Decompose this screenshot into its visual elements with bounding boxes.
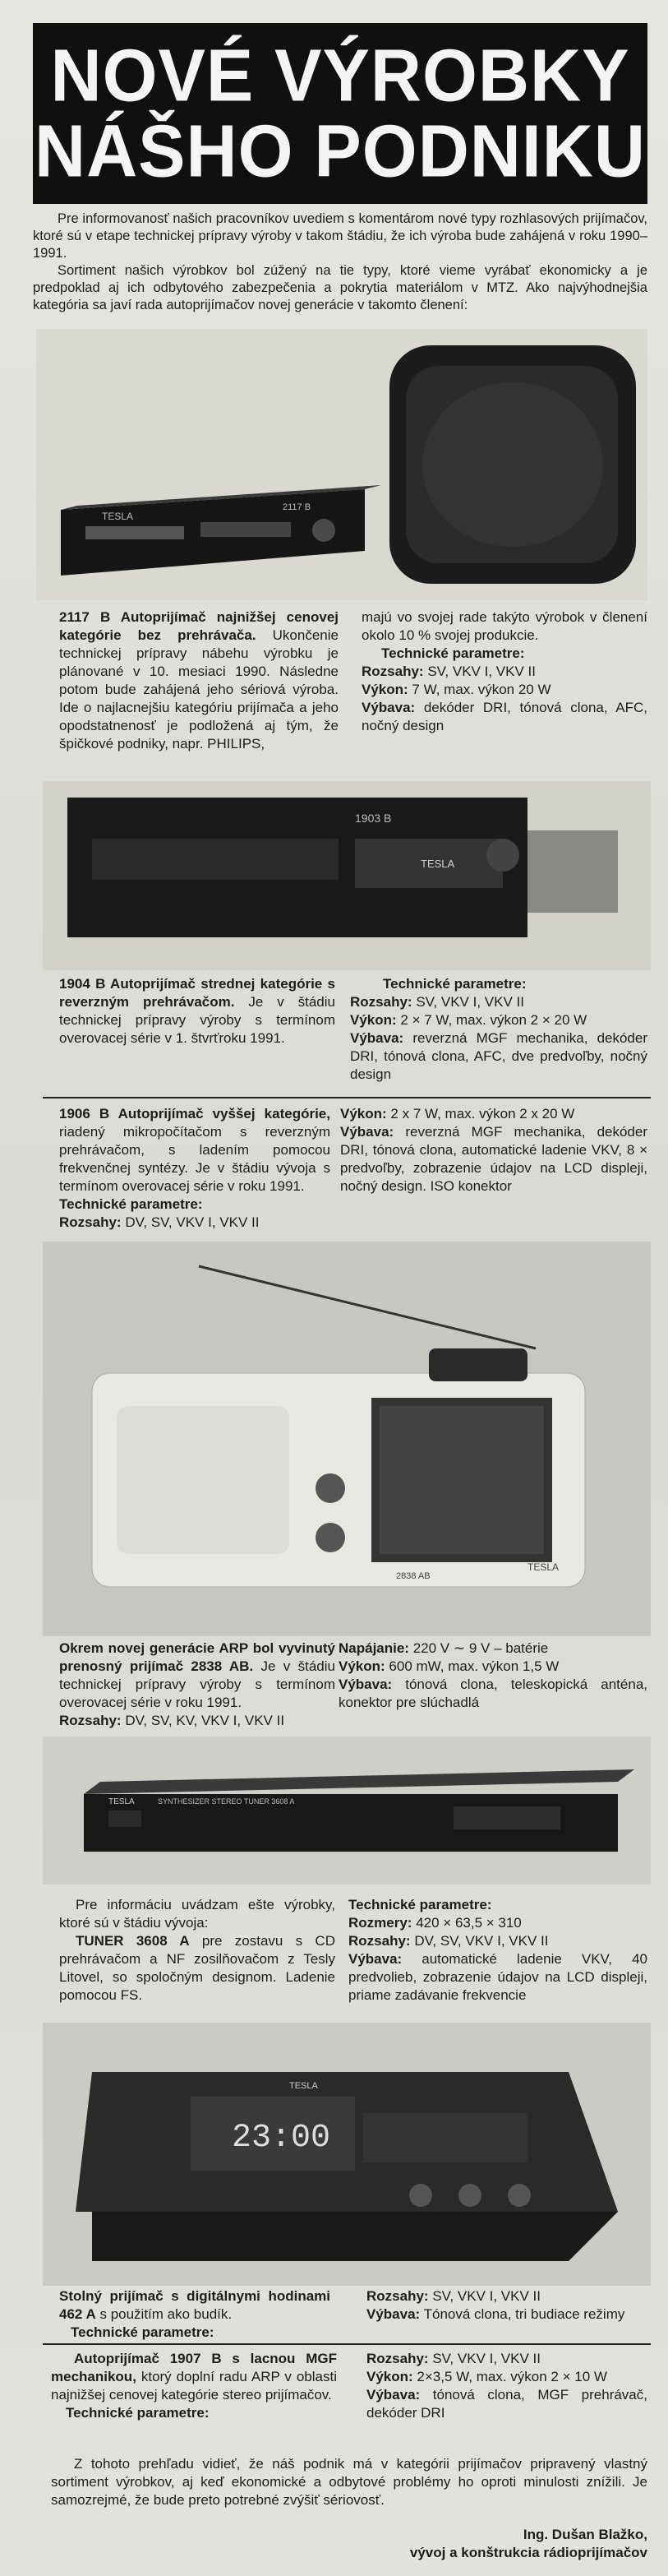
vykon-label-2838ab: Výkon:	[339, 1658, 385, 1674]
photo-3608a-brand: TESLA	[108, 1797, 135, 1806]
divider-1	[43, 1097, 651, 1098]
section-3608a-right	[348, 1896, 647, 2005]
photo-462a-clock: 23:00	[232, 2120, 331, 2157]
photo-2117b-model: 2117 B	[283, 502, 311, 512]
vybava-label-1907b: Výbava:	[366, 2387, 421, 2403]
vykon-2117b: 7 W, max. výkon 20 W	[412, 682, 551, 697]
vykon-label-1904b: Výkon:	[350, 1012, 397, 1028]
vykon-label-1906b: Výkon:	[340, 1106, 387, 1122]
text-1904b: Je v štádiu technickej prípravy výroby s termínom overovacej série v 1. štvrťroku 1991.	[59, 994, 335, 1046]
params-label-1907b: Technické parametre:	[66, 2405, 210, 2421]
params-label-3608a: Technické parametre:	[348, 1897, 492, 1912]
photo-1904b-image	[43, 781, 651, 970]
napajanie-2838ab: 220 V ∼ 9 V – batérie	[412, 1640, 549, 1656]
photo-2838ab	[43, 1242, 651, 1636]
vykon-1904b: 2 × 7 W, max. výkon 2 × 20 W	[400, 1012, 587, 1028]
title-1904b: 1904 B Autoprijímač strednej kategórie s reverzným prehrávačom.	[59, 976, 335, 1010]
photo-462a-brand: TESLA	[289, 2081, 318, 2091]
text-2838ab: Je v štádiu technickej prípravy výroby s termínom overovacej série v roku 1991.	[59, 1658, 335, 1710]
section-1904b-left	[59, 975, 335, 1048]
section-2838ab-right	[339, 1639, 647, 1712]
params-label-462a: Technické parametre:	[71, 2324, 214, 2340]
photo-3608a	[43, 1737, 651, 1885]
photo-2838ab-model: 2838 AB	[396, 1571, 431, 1581]
title-2838ab: Okrem novej generácie ARP bol vyvinutý prenosný prijímač 2838 AB.	[59, 1640, 335, 1674]
photo-1904b	[43, 781, 651, 970]
rozsahy-label-1904b: Rozsahy:	[350, 994, 412, 1010]
photo-3608a-image	[43, 1737, 651, 1885]
title-462a: Stolný prijímač s digitálnymi hodinami 462 A	[59, 2288, 330, 2322]
vykon-label-1907b: Výkon:	[366, 2369, 413, 2384]
rozsahy-label-1906b: Rozsahy:	[59, 1214, 122, 1230]
vybava-label-1906b: Výbava:	[340, 1124, 394, 1140]
vykon-2838ab: 600 mW, max. výkon 1,5 W	[389, 1658, 560, 1674]
intro-paragraph-2: Sortiment našich výrobkov bol zúžený na tie typy, ktoré vieme vyrábať ekonomicky a je predpoklad aj ich odbytového zabezpečenia a pokrytia materiálom v MTZ. Ako najvýhodnejšia kategória sa javí rada autoprijímačov novej generácie v takomto členení:	[33, 263, 647, 312]
intro-text	[33, 210, 647, 314]
headline-banner	[33, 23, 647, 204]
rozsahy-label-2117b: Rozsahy:	[362, 664, 424, 679]
vybava-label-1904b: Výbava:	[350, 1030, 404, 1046]
rozsahy-label-1907b: Rozsahy:	[366, 2351, 429, 2366]
rozsahy-label-462a: Rozsahy:	[366, 2288, 429, 2304]
vybava-3608a: automatické ladenie VKV, 40 predvolieb, zobrazenie údajov na LCD displeji, priame zadávanie frekvencie	[348, 1951, 647, 2003]
photo-2838ab-image	[43, 1242, 651, 1636]
photo-2117b	[36, 329, 647, 600]
rozsahy-2117b: SV, VKV I, VKV II	[427, 664, 536, 679]
photo-462a-image	[43, 2023, 651, 2286]
rozsahy-label-3608a: Rozsahy:	[348, 1933, 411, 1949]
section-462a-right	[366, 2287, 647, 2324]
photo-2117b-image	[36, 329, 647, 600]
title-3608a: TUNER 3608 A	[76, 1933, 190, 1949]
rozsahy-3608a: DV, SV, VKV I, VKV II	[414, 1933, 549, 1949]
vybava-1906b: reverzná MGF mechanika, dekóder DRI, tónová clona, automatické ladenie VKV, 8 × predvoľby, zobrazenie údajov na LCD displeji, nočný design. ISO konektor	[340, 1124, 647, 1194]
params-label-1906b: Technické parametre:	[59, 1196, 203, 1212]
vybava-462a: Tónová clona, tri budiace režimy	[423, 2306, 625, 2322]
vybava-label-462a: Výbava:	[366, 2306, 421, 2322]
vykon-label-2117b: Výkon:	[362, 682, 408, 697]
vykon-1907b: 2×3,5 W, max. výkon 2 × 10 W	[417, 2369, 607, 2384]
text-3608a: pre zostavu s CD prehrávačom a NF zosilňovačom z Tesly Litovel, so spoločným designom. Ladenie pomocou FS.	[59, 1933, 335, 2003]
section-3608a-left	[59, 1896, 335, 2005]
text-3608a-intro: Pre informáciu uvádzam ešte výrobky, ktoré sú v štádiu vývoja:	[59, 1897, 335, 1931]
divider-2	[43, 2343, 651, 2345]
vybava-label-3608a: Výbava:	[348, 1951, 403, 1967]
text-2117b-2: majú vo svojej rade takýto výrobok v členení okolo 10 % svojej produkcie.	[362, 609, 647, 643]
photo-2838ab-brand: TESLA	[527, 1561, 560, 1573]
rozsahy-1904b: SV, VKV I, VKV II	[416, 994, 524, 1010]
text-1906b: riadený mikropočítačom s reverzným prehrávačom, s ladením pomocou frekvenčnej syntézy. Je v štádiu vývoja s termínom overovacej série v roku 1991.	[59, 1124, 330, 1194]
section-1907b-left	[51, 2350, 337, 2422]
title-1907b: Autoprijímač 1907 B s lacnou MGF mechanikou,	[51, 2351, 337, 2384]
rozmery-label-3608a: Rozmery:	[348, 1915, 412, 1931]
vybava-2117b: dekóder DRI, tónová clona, AFC, nočný design	[362, 700, 647, 733]
photo-3608a-model: SYNTHESIZER STEREO TUNER 3608 A	[158, 1797, 295, 1806]
text-462a: s použitím ako budík.	[99, 2306, 233, 2322]
rozsahy-1906b: DV, SV, VKV I, VKV II	[125, 1214, 260, 1230]
author-name: Ing. Dušan Blažko,	[523, 2527, 647, 2542]
vybava-2838ab: tónová clona, teleskopická anténa, konektor pre slúchadlá	[339, 1676, 647, 1710]
section-2838ab-left	[59, 1639, 335, 1730]
rozsahy-1907b: SV, VKV I, VKV II	[432, 2351, 541, 2366]
section-1906b-left	[59, 1105, 330, 1232]
rozmery-3608a: 420 × 63,5 × 310	[416, 1915, 522, 1931]
photo-462a	[43, 2023, 651, 2286]
text-1907b: ktorý doplní radu ARP v oblasti najnižšej cenovej kategórie stereo prijímačov.	[51, 2369, 337, 2403]
section-2117b-left	[59, 608, 339, 753]
section-2117b-right	[362, 608, 647, 735]
signature	[329, 2526, 647, 2562]
vybava-label-2117b: Výbava:	[362, 700, 416, 715]
section-462a-left	[59, 2287, 330, 2342]
photo-1904b-brand: TESLA	[421, 858, 455, 870]
photo-2117b-brand: TESLA	[102, 511, 134, 522]
rozsahy-label-2838ab: Rozsahy:	[59, 1713, 122, 1728]
vybava-1907b: tónová clona, MGF prehrávač, dekóder DRI	[366, 2387, 647, 2421]
rozsahy-462a: SV, VKV I, VKV II	[432, 2288, 541, 2304]
section-1906b-right	[340, 1105, 647, 1196]
title-1906b: 1906 B Autoprijímač vyššej kategórie,	[59, 1106, 330, 1122]
vybava-label-2838ab: Výbava:	[339, 1676, 393, 1692]
headline-line-2: NÁŠHO PODNIKU	[34, 109, 647, 193]
photo-1904b-model: 1903 B	[355, 812, 392, 825]
text-2117b: Ukončenie technickej prípravy nábehu výrobku je plánované v 10. mesiaci 1990. Následne potom bude zahájená jeho sériová výroba. Ide o najlacnejšiu kategóriu prijímača a jeho opodstatnenosť je podložená aj tým, že špičkové podniky, napr. PHILIPS,	[59, 627, 339, 752]
vykon-1906b: 2 x 7 W, max. výkon 2 x 20 W	[390, 1106, 575, 1122]
params-label-1904b: Technické parametre:	[383, 976, 527, 992]
napajanie-label-2838ab: Napájanie:	[339, 1640, 409, 1656]
headline-line-1: NOVÉ VÝROBKY	[50, 34, 630, 118]
author-role: vývoj a konštrukcia rádioprijímačov	[409, 2545, 647, 2560]
vybava-1904b: reverzná MGF mechanika, dekóder DRI, tónová clona, AFC, dve predvoľby, nočný design	[350, 1030, 647, 1082]
section-1907b-right	[366, 2350, 647, 2422]
closing-paragraph: Z tohoto prehľadu vidieť, že náš podnik má v kategórii prijímačov pripravený vlastný sortiment výrobkov, aj keď ekonomické a odbytové problémy ho oproti minulosti znížili. Je samozrejmé, že bude preto potrebné zvýšiť sériovosť.	[51, 2456, 647, 2508]
params-label-2117b: Technické parametre:	[381, 645, 525, 661]
closing-text	[51, 2455, 647, 2509]
rozsahy-2838ab: DV, SV, KV, VKV I, VKV II	[125, 1713, 285, 1728]
section-1904b-right	[350, 975, 647, 1084]
intro-paragraph-1: Pre informovanosť našich pracovníkov uvediem s komentárom nové typy rozhlasových prijímačov, ktoré sú v etape technickej prípravy výroby v takom štádiu, že ich výroba bude zahájená v roku 1990–1991.	[33, 211, 647, 261]
title-2117b: 2117 B Autoprijímač najnižšej cenovej kategórie bez prehrávača.	[59, 609, 339, 643]
